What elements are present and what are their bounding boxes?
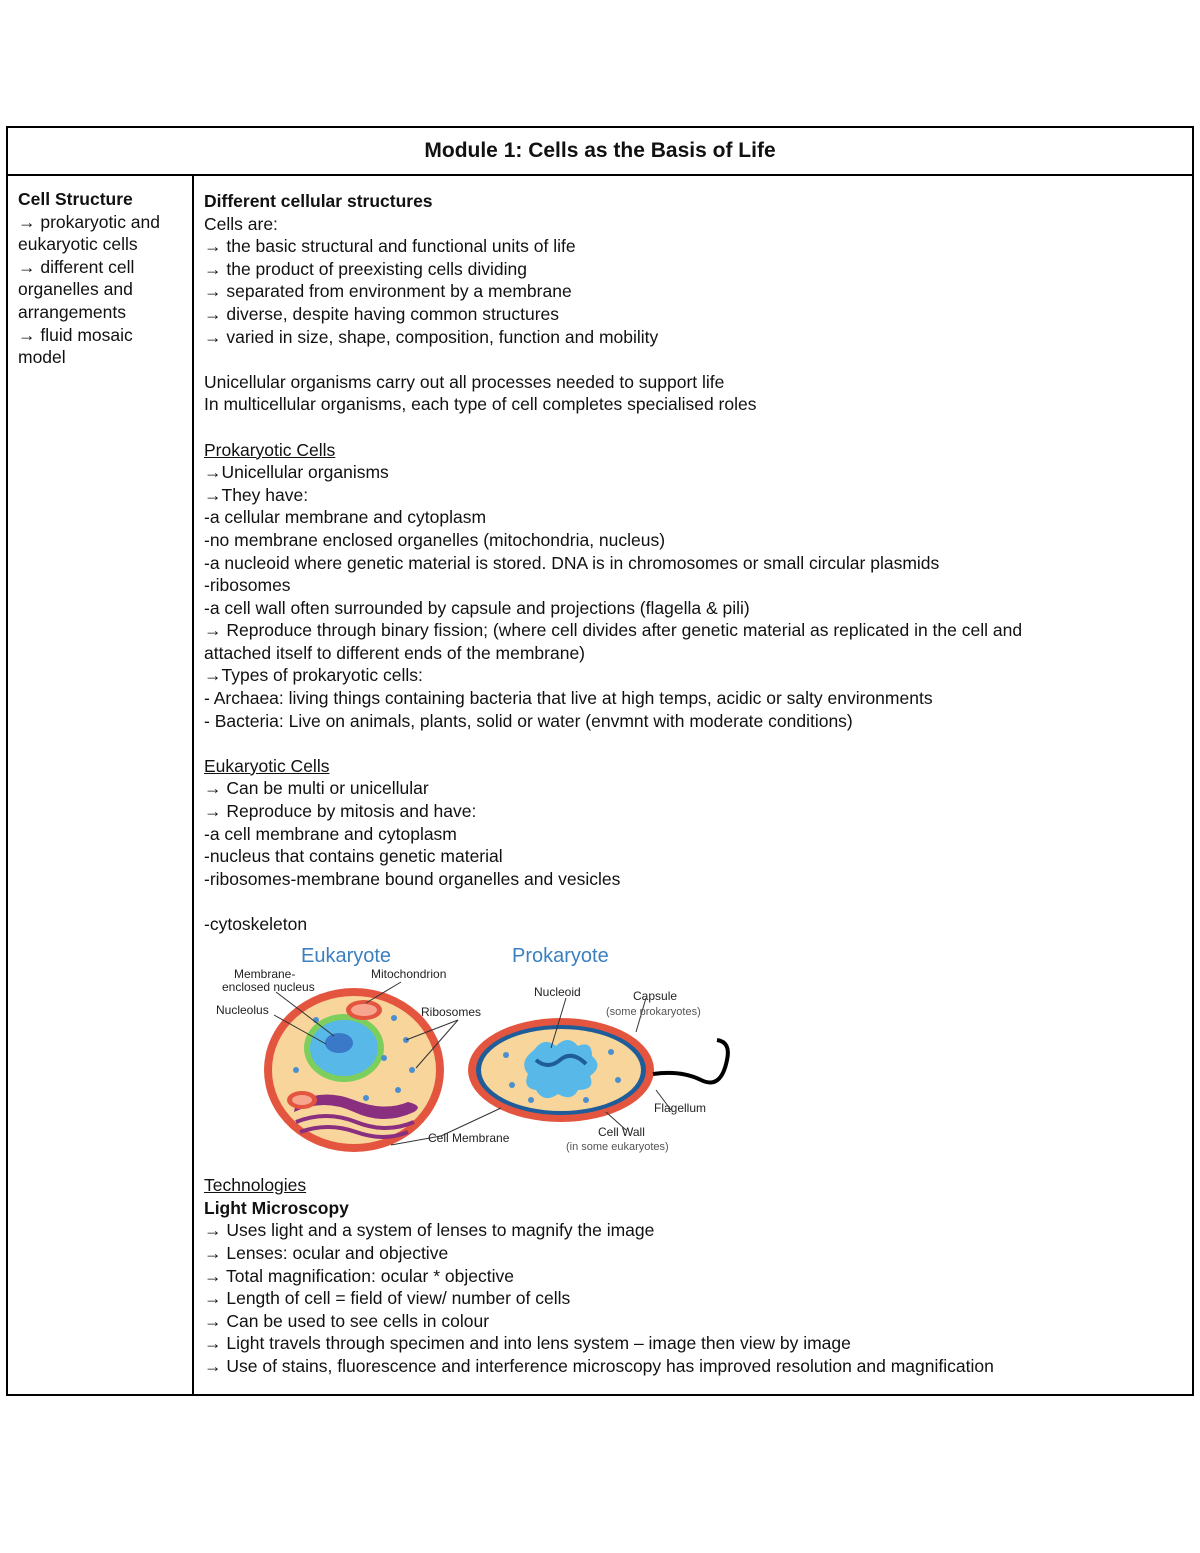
- note-line: -ribosomes-membrane bound organelles and vesicles: [204, 868, 621, 889]
- label-mitochondrion: Mitochondrion: [371, 966, 447, 981]
- label-flagellum: Flagellum: [654, 1100, 707, 1115]
- label-cell-wall: Cell Wall: [598, 1124, 645, 1139]
- note-line: attached itself to different ends of the membrane): [204, 642, 586, 663]
- note-line: In multicellular organisms, each type of cell completes specialised roles: [204, 394, 757, 415]
- topic-line: → fluid mosaic: [18, 324, 133, 345]
- spacer: [204, 416, 1184, 439]
- topic-column: [8, 176, 194, 1394]
- eukaryote-cell: [264, 988, 444, 1152]
- note-line: → varied in size, shape, composition, function and mobility: [204, 326, 659, 347]
- note-line: → Total magnification: ocular * objective: [204, 1265, 514, 1286]
- note-line: → diverse, despite having common structures: [204, 303, 560, 324]
- flagellum-shape: [653, 1040, 728, 1083]
- label-cell-membrane: Cell Membrane: [428, 1130, 510, 1145]
- note-line: -ribosomes: [204, 575, 291, 596]
- topic-line: → different cell: [18, 256, 135, 277]
- label-nucleoid: Nucleoid: [534, 984, 581, 999]
- note-line: →They have:: [204, 484, 309, 505]
- note-line: → Can be multi or unicellular: [204, 778, 429, 799]
- topic-heading: Cell Structure: [18, 189, 133, 209]
- note-line: → Reproduce through binary fission; (where cell divides after genetic material as replicated in the cell and: [204, 620, 1023, 641]
- note-line: -a cell membrane and cytoplasm: [204, 823, 457, 844]
- prokaryote-title: Prokaryote: [512, 944, 609, 967]
- note-line: → Reproduce by mitosis and have:: [204, 801, 477, 822]
- note-line: → Can be used to see cells in colour: [204, 1310, 490, 1331]
- cell-comparison-diagram: [216, 940, 736, 1165]
- notes-column: [194, 176, 1192, 1394]
- note-line: -a nucleoid where genetic material is stored. DNA is in chromosomes or small circular plasmids: [204, 552, 940, 573]
- eukaryote-title: Eukaryote: [301, 944, 392, 967]
- note-line: → the product of preexisting cells dividing: [204, 258, 527, 279]
- label-membrane-line2: enclosed nucleus: [222, 979, 315, 994]
- module-table: [6, 126, 1194, 1396]
- label-capsule-note: (some prokaryotes): [606, 1005, 701, 1018]
- label-cell-wall-note: (in some eukaryotes): [566, 1140, 669, 1153]
- topic-line: organelles and: [18, 279, 133, 300]
- topic-line: arrangements: [18, 301, 126, 322]
- note-line: Unicellular organisms carry out all processes needed to support life: [204, 371, 725, 392]
- technologies-heading: Technologies: [204, 1175, 307, 1196]
- note-line: -a cellular membrane and cytoplasm: [204, 507, 487, 528]
- light-microscopy-heading: Light Microscopy: [204, 1197, 349, 1218]
- topic-line: model: [18, 347, 66, 368]
- note-line: Cells are:: [204, 213, 278, 234]
- note-line: - Bacteria: Live on animals, plants, solid or water (envmnt with moderate conditions): [204, 710, 853, 731]
- note-line: -no membrane enclosed organelles (mitochondria, nucleus): [204, 529, 666, 550]
- label-nucleolus: Nucleolus: [216, 1002, 269, 1017]
- topic-line: eukaryotic cells: [18, 234, 138, 255]
- section-heading: Different cellular structures: [204, 191, 433, 211]
- spacer: [204, 890, 1184, 913]
- label-membrane-line1: Membrane-: [234, 966, 296, 981]
- prokaryotic-heading: Prokaryotic Cells: [204, 439, 336, 460]
- eukaryotic-heading: Eukaryotic Cells: [204, 755, 330, 776]
- page-title: Module 1: Cells as the Basis of Life: [424, 139, 776, 162]
- note-line: → the basic structural and functional units of life: [204, 236, 576, 257]
- note-line: → Use of stains, fluorescence and interference microscopy has improved resolution and magnification: [204, 1355, 994, 1376]
- spacer: [204, 732, 1184, 755]
- topic-line: → prokaryotic and: [18, 211, 161, 232]
- note-line: → Lenses: ocular and objective: [204, 1242, 449, 1263]
- note-line: →Unicellular organisms: [204, 462, 389, 483]
- spacer: [204, 348, 1184, 371]
- note-line: -nucleus that contains genetic material: [204, 846, 503, 867]
- note-line: → Uses light and a system of lenses to magnify the image: [204, 1220, 655, 1241]
- title-row: [8, 128, 1192, 176]
- note-line: →Types of prokaryotic cells:: [204, 665, 423, 686]
- label-ribosomes: Ribosomes: [421, 1004, 482, 1019]
- note-line: → Light travels through specimen and into lens system – image then view by image: [204, 1333, 851, 1354]
- note-line: -cytoskeleton: [204, 914, 308, 934]
- content-row: [8, 176, 1192, 1394]
- note-line: -a cell wall often surrounded by capsule and projections (flagella & pili): [204, 597, 750, 618]
- note-line: → Length of cell = field of view/ number of cells: [204, 1288, 571, 1309]
- note-line: → separated from environment by a membrane: [204, 281, 572, 302]
- note-line: - Archaea: living things containing bacteria that live at high temps, acidic or salty environments: [204, 688, 933, 709]
- label-capsule: Capsule: [633, 988, 678, 1003]
- topic-list: [18, 211, 182, 369]
